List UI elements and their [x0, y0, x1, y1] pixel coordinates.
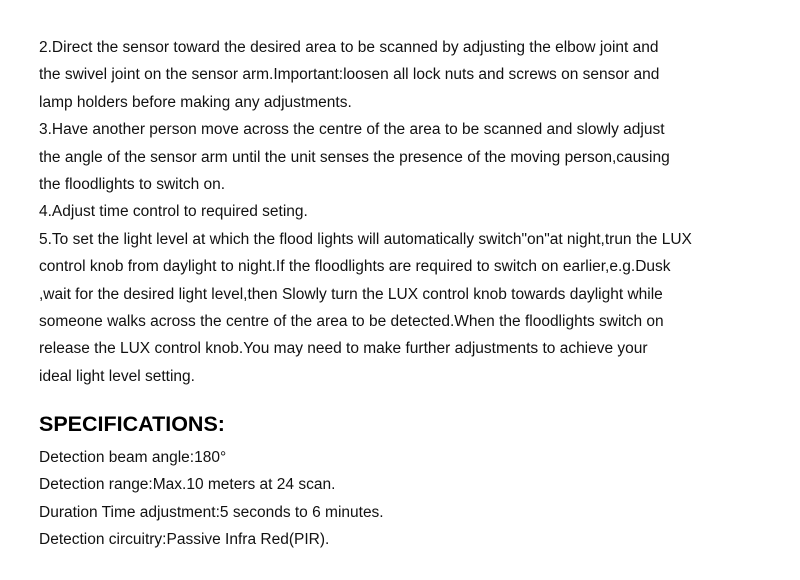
- instruction-line: control knob from daylight to night.If the floodlights are required to switch on earlier,e.g.Dusk: [39, 258, 671, 276]
- instruction-line: 2.Direct the sensor toward the desired area to be scanned by adjusting the elbow joint and: [39, 39, 659, 56]
- spec-item: Duration Time adjustment:5 seconds to 6 minutes.: [39, 503, 384, 521]
- spec-item: Detection range:Max.10 meters at 24 scan.: [39, 476, 336, 494]
- specifications-list: [39, 444, 779, 554]
- spec-item: Detection beam angle:180°: [39, 449, 227, 466]
- instruction-line: ideal light level setting.: [39, 367, 195, 385]
- instructions-block: [39, 34, 779, 390]
- instruction-line: release the LUX control knob.You may need to make further adjustments to achieve your: [39, 340, 648, 358]
- instruction-line: someone walks across the centre of the area to be detected.When the floodlights switch on: [39, 313, 664, 331]
- instruction-line: 5.To set the light level at which the flood lights will automatically switch"on"at night,trun the LUX: [39, 230, 692, 248]
- instruction-line: the angle of the sensor arm until the unit senses the presence of the moving person,causing: [39, 148, 670, 166]
- specifications-heading: SPECIFICATIONS:: [39, 412, 225, 436]
- spec-item: Detection circuitry:Passive Infra Red(PIR).: [39, 531, 330, 549]
- instruction-line: ,wait for the desired light level,then Slowly turn the LUX control knob towards daylight while: [39, 285, 663, 303]
- instruction-line: 4.Adjust time control to required seting.: [39, 203, 308, 221]
- instruction-line: lamp holders before making any adjustments.: [39, 93, 352, 111]
- instruction-line: the floodlights to switch on.: [39, 176, 226, 194]
- instruction-line: 3.Have another person move across the centre of the area to be scanned and slowly adjust: [39, 121, 665, 139]
- instruction-line: the swivel joint on the sensor arm.Important:loosen all lock nuts and screws on sensor and: [39, 66, 660, 84]
